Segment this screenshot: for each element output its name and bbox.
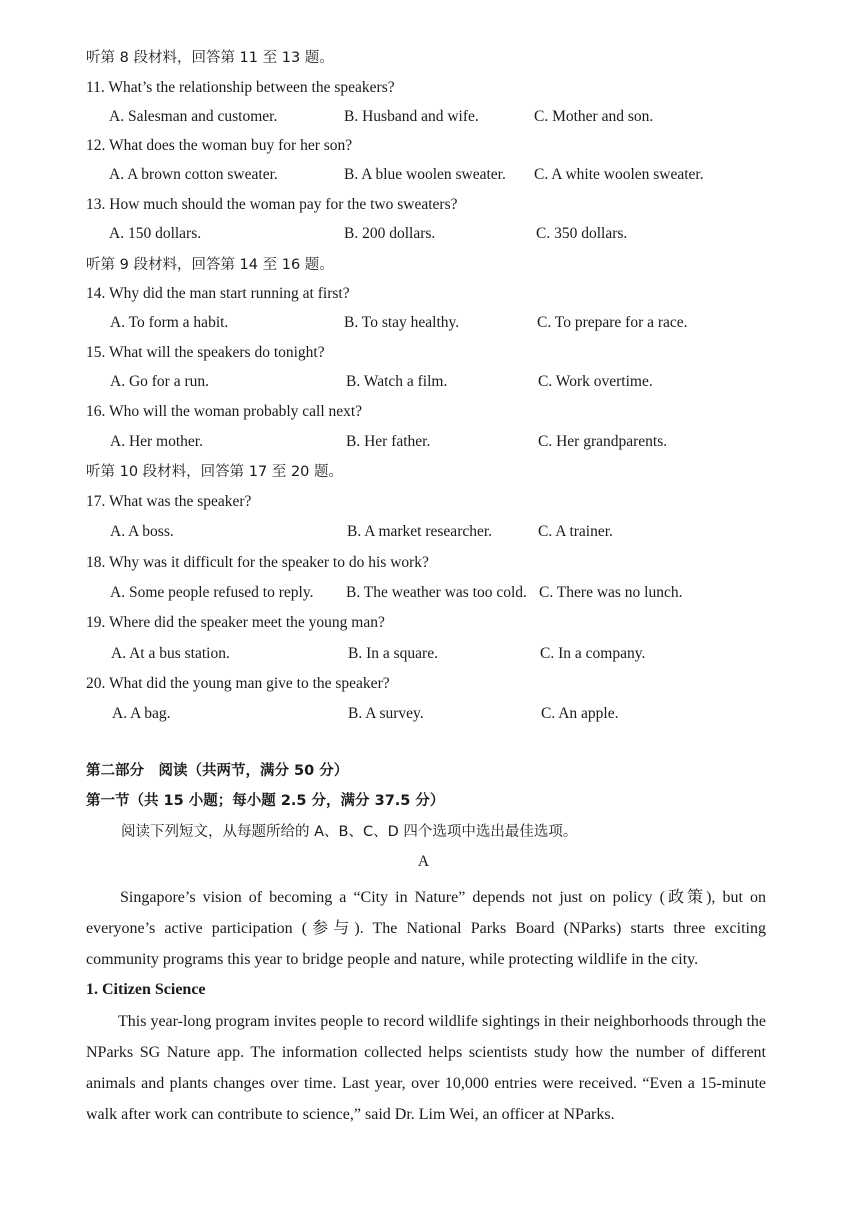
q15-option-b: B. Watch a film. [346, 373, 448, 390]
reading-instruction: 阅读下列短文，从每题所给的 A、B、C、D 四个选项中选出最佳选项。 [121, 824, 578, 840]
q11-option-b: B. Husband and wife. [344, 108, 479, 125]
q14-option-b: B. To stay healthy. [344, 314, 460, 331]
question-18: 18. Why was it difficult for the speaker to do his work? [86, 554, 429, 571]
q19-option-a: A. At a bus station. [111, 645, 230, 662]
q15-option-a: A. Go for a run. [110, 373, 210, 390]
passage-intro: Singapore’s vision of becoming a “City in Nature” depends not just on policy (政策), but on everyone’s active participation (参与). The National Parks Board (NParks) starts three exciting community programs this year to bridge people and nature, while protecting wildlife in the city. [86, 889, 766, 968]
q11-option-a: A. Salesman and customer. [109, 108, 278, 125]
question-16: 16. Who will the woman probably call next? [86, 403, 363, 420]
question-13: 13. How much should the woman pay for the two sweaters? [86, 196, 458, 213]
section-8-instruction: 听第 8 段材料，回答第 11 至 13 题。 [86, 50, 334, 66]
q16-option-b: B. Her father. [346, 433, 431, 450]
question-12: 12. What does the woman buy for her son? [86, 137, 353, 154]
question-15: 15. What will the speakers do tonight? [86, 344, 325, 361]
q17-option-a: A. A boss. [110, 523, 174, 540]
q15-option-c: C. Work overtime. [538, 373, 653, 390]
question-19: 19. Where did the speaker meet the young man? [86, 614, 385, 631]
paragraph-citizen-science: This year-long program invites people to record wildlife sightings in their neighborhoods through the NParks SG Nature app. The information collected helps scientists study how the number of different animals and plants changes over time. Last year, over 10,000 entries were received. “Even a 15-minute walk after work can contribute to science,” said Dr. Lim Wei, an officer at NParks. [86, 1013, 766, 1123]
q17-option-b: B. A market researcher. [347, 523, 493, 540]
question-14: 14. Why did the man start running at first? [86, 285, 350, 302]
q16-option-a: A. Her mother. [110, 433, 203, 450]
q18-option-c: C. There was no lunch. [539, 584, 683, 601]
q18-option-a: A. Some people refused to reply. [110, 584, 314, 601]
q20-option-b: B. A survey. [348, 705, 424, 722]
q12-option-b: B. A blue woolen sweater. [344, 166, 506, 183]
q12-option-a: A. A brown cotton sweater. [109, 166, 278, 183]
section-10-instruction: 听第 10 段材料，回答第 17 至 20 题。 [86, 464, 344, 480]
q14-option-c: C. To prepare for a race. [537, 314, 688, 331]
q11-option-c: C. Mother and son. [534, 108, 654, 125]
heading-citizen-science: 1. Citizen Science [86, 981, 206, 998]
q19-option-c: C. In a company. [540, 645, 646, 662]
q13-option-c: C. 350 dollars. [536, 225, 628, 242]
q14-option-a: A. To form a habit. [110, 314, 229, 331]
q18-option-b: B. The weather was too cold. [346, 584, 527, 601]
q13-option-b: B. 200 dollars. [344, 225, 436, 242]
section-9-instruction: 听第 9 段材料，回答第 14 至 16 题。 [86, 257, 334, 273]
question-17: 17. What was the speaker? [86, 493, 252, 510]
question-20: 20. What did the young man give to the speaker? [86, 675, 390, 692]
question-11: 11. What’s the relationship between the speakers? [86, 79, 395, 96]
q20-option-a: A. A bag. [112, 705, 171, 722]
q19-option-b: B. In a square. [348, 645, 438, 662]
section-one-title: 第一节（共 15 小题；每小题 2.5 分，满分 37.5 分） [86, 793, 445, 809]
q16-option-c: C. Her grandparents. [538, 433, 668, 450]
part-two-title: 第二部分 阅读（共两节，满分 50 分） [86, 763, 349, 779]
q20-option-c: C. An apple. [541, 705, 619, 722]
q17-option-c: C. A trainer. [538, 523, 613, 540]
passage-label: A [417, 853, 430, 870]
q13-option-a: A. 150 dollars. [109, 225, 202, 242]
q12-option-c: C. A white woolen sweater. [534, 166, 704, 183]
